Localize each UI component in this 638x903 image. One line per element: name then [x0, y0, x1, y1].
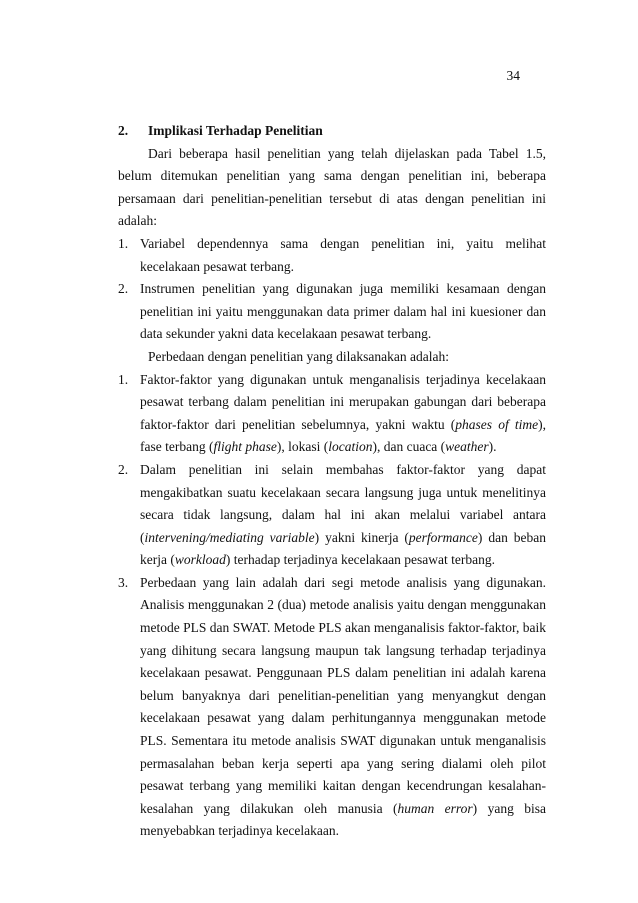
list-item: [118, 233, 546, 278]
section-title: Implikasi Terhadap Penelitian: [148, 123, 323, 138]
list-item: [118, 369, 546, 459]
italic-term: workload: [174, 552, 226, 568]
text-run: ), lokasi (: [276, 439, 329, 455]
text-run: ) yakni kinerja (: [314, 529, 409, 545]
section-number: 2.: [118, 123, 129, 138]
list-marker: 2.: [118, 281, 129, 297]
list-item: [118, 459, 546, 572]
similarities-intro: Dari beberapa hasil penelitian yang telah dijelaskan pada Tabel 1.5, belum ditemukan penelitian yang sama dengan penelitian ini, beberapa persamaan dari penelitian-penelitian tersebut di atas dengan penelitian ini adalah:: [118, 145, 546, 229]
text-run: ), dan cuaca (: [372, 439, 446, 455]
italic-term: weather: [445, 439, 489, 455]
text-run: ) yang bisa menyebabkan terjadinya kecelakaan.: [140, 800, 546, 839]
page-number: 34: [506, 68, 520, 83]
text-run: ).: [488, 439, 497, 455]
italic-term: location: [328, 439, 373, 455]
list-marker: 3.: [118, 574, 129, 590]
section-heading: [118, 120, 546, 143]
text-run: ) terhadap terjadinya kecelakaan pesawat terbang.: [225, 552, 495, 568]
text-run: ), fase terbang (: [140, 416, 546, 455]
list-marker: 1.: [118, 235, 129, 251]
list-text: Variabel dependennya sama dengan penelitian ini, yaitu melihat kecelakaan pesawat terbang.: [140, 235, 546, 274]
text-run: Dalam penelitian ini selain membahas faktor-faktor yang dapat mengakibatkan suatu kecelakaan secara langsung juga untuk menelitinya secara tidak langsung, dalam hal ini akan melalui variabel antara (: [140, 461, 546, 545]
text-run: Perbedaan yang lain adalah dari segi metode analisis yang digunakan. Analisis menggunakan 2 (dua) metode analisis yaitu dengan menggunakan metode PLS dan SWAT. Metode PLS akan menganalisis faktor-faktor, baik yang dihitung secara langsung maupun tak langsung terhadap terjadinya kecelakaan pesawat. Penggunaan PLS dalam penelitian ini adalah karena belum banyaknya dari penelitian-penelitian yang menyangkut dengan kecelakaan pesawat yang dalam perhitungannya menggunakan metode PLS. Sementara itu metode analisis SWAT digunakan untuk menganalisis permasalahan beban kerja seperti apa yang sering dialami oleh pilot pesawat terbang yang memiliki kaitan dengan kecendrungan kesalahan-kesalahan yang dilakukan oleh manusia (: [140, 574, 546, 816]
italic-term: performance: [408, 529, 478, 545]
italic-term: flight phase: [213, 439, 277, 455]
italic-term: human error: [397, 800, 473, 816]
differences-intro: Perbedaan dengan penelitian yang dilaksanakan adalah:: [148, 348, 450, 364]
document-body: [118, 120, 546, 843]
list-item: [118, 572, 546, 843]
italic-term: phases of time: [455, 416, 539, 432]
list-item: [118, 278, 546, 346]
list-text: Instrumen penelitian yang digunakan juga memiliki kesamaan dengan penelitian ini yaitu menggunakan data primer dalam hal ini kuesioner dan data sekunder yakni data kecelakaan pesawat terbang.: [140, 281, 546, 342]
italic-term: intervening/mediating variable: [144, 529, 315, 545]
text-run: Faktor-faktor yang digunakan untuk menganalisis terjadinya kecelakaan pesawat terbang dalam penelitian ini merupakan gabungan dari beberapa faktor-faktor dari penelitian sebelumnya, yakni waktu (: [140, 371, 546, 432]
list-marker: 1.: [118, 371, 129, 387]
list-marker: 2.: [118, 461, 129, 477]
text-run: ) dan beban kerja (: [140, 529, 546, 568]
